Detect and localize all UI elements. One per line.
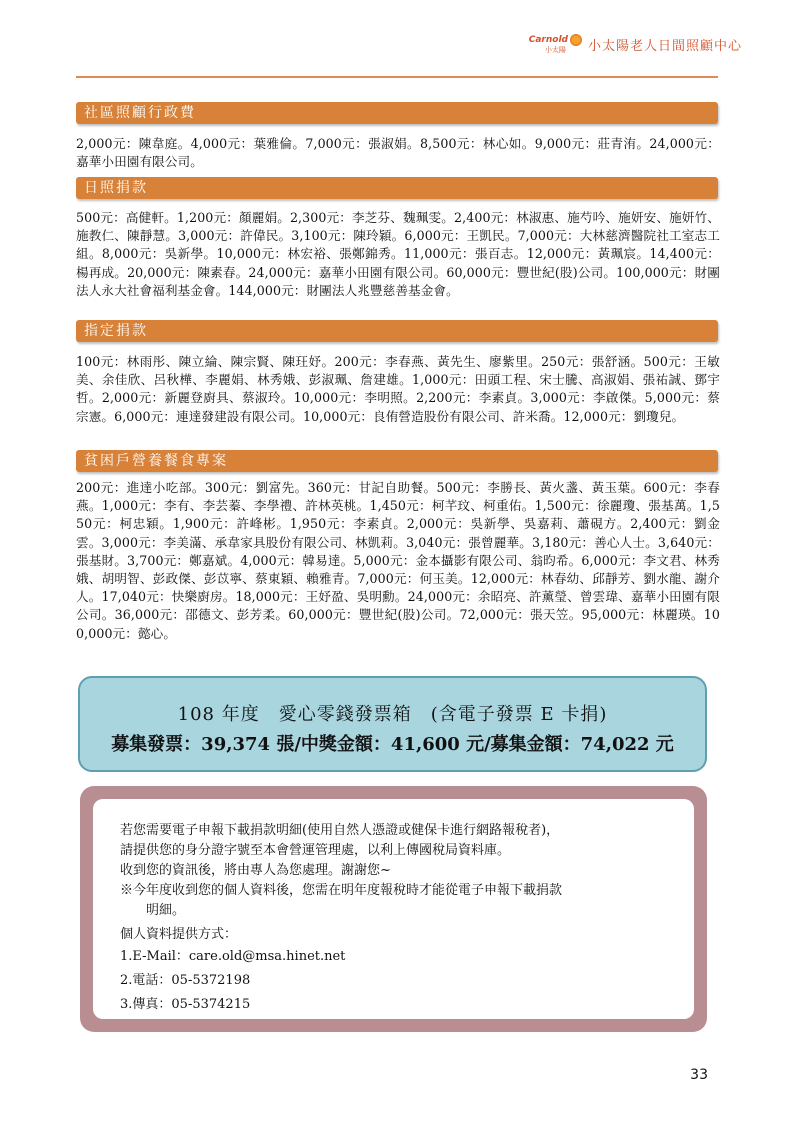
page-number: 33: [690, 1067, 708, 1083]
contact-fax: 3.傳真：05-5374215: [120, 997, 251, 1012]
section-heading-designated-donations: 指定捐款: [76, 320, 718, 342]
contact-methods-label: 個人資料提供方式：: [120, 927, 238, 942]
contact-info-panel: [93, 799, 694, 1019]
invoice-title: 108 年度 愛心零錢發票箱 (含電子發票 E 卡捐): [177, 704, 608, 725]
organization-logo: [529, 34, 582, 54]
contact-intro-line-2: 請提供您的身分證字號至本會營運管理處，以利上傳國稅局資料庫。: [120, 843, 511, 858]
invoice-summary-box: [78, 676, 707, 772]
contact-note-continued: 明細。: [146, 903, 186, 918]
invoice-totals: 募集發票：39,374 張/中獎金額：41,600 元/募集金額：74,022 元: [111, 734, 674, 755]
contact-note: ※今年度收到您的個人資料後，您需在明年度報稅時才能從電子申報下載捐款: [120, 883, 563, 898]
section-heading-meal-project: 貧困戶營養餐食專案: [76, 450, 718, 472]
page-header: [529, 34, 742, 54]
contact-phone: 2.電話：05-5372198: [120, 973, 251, 988]
header-divider: [76, 76, 718, 78]
logo-wordmark: Carnold: [528, 34, 568, 45]
contact-email: 1.E-Mail：care.old@msa.hinet.net: [120, 949, 346, 964]
section-heading-daycare-donations: 日照捐款: [76, 177, 718, 199]
sun-icon: [570, 34, 582, 46]
section-heading-community-care: 社區照顧行政費: [76, 102, 718, 124]
section-body-designated-donations: 100元：林雨彤、陳立綸、陳宗賢、陳玨妤。200元：李春燕、黃先生、廖紫里。250元：張舒涵。500元：王敏美、余佳欣、呂秋樺、李麗娟、林秀娥、彭淑珮、詹建雄。1,000元：田頭工程、宋士騰、高淑娟、張祐誠、鄧宇哲。2,000元：新麗登廚具、蔡淑玲。10,000元：李明照。2,200元：李素貞。3,000元：李啟傑。5,000元：蔡宗憲。6,000元：連達發建設有限公司。10,000元：良侑營造股份有限公司、許米喬。12,000元：劉瓊兒。: [76, 354, 720, 424]
section-body-meal-project: 200元：進達小吃部。300元：劉富先。360元：甘記自助餐。500元：李勝長、黃火盞、黃玉葉。600元：李春燕。1,000元：李有、李芸蓁、李學禮、許林英桃。1,450元：柯芊玟、柯重佑。1,500元：徐麗瓊、張基萬。1,550元：柯忠穎。1,900元：許峰彬。1,950元：李素貞。2,000元：吳新學、吳嘉莉、蕭硯方。2,400元：劉金雲。3,000元：李美滿、承韋家具股份有限公司、林凱莉。3,040元：張曾麗華。3,180元：善心人士。3,640元：張基財。3,700元：鄭嘉斌。4,000元：韓易達。5,000元：金本攝影有限公司、翁昀希。6,000元：李文君、林秀娥、胡明智、彭政傑、彭苡寧、蔡東穎、賴雅青。7,000元：何玉美。12,000元：林春幼、邱靜芳、劉水龍、謝介人。17,040元：快樂廚房。18,000元：王妤盈、吳明勳。24,000元：余昭亮、許薰瑩、曾雲瑋、嘉華小田園有限公司。36,000元：邵德文、彭芳柔。60,000元：豐世紀(股)公司。72,000元：張天笠。95,000元：林麗瑛。100,000元：懿心。: [76, 480, 720, 641]
contact-info-box: [80, 786, 707, 1032]
contact-intro-line-3: 收到您的資訊後，將由專人為您處理。謝謝您~: [120, 863, 391, 878]
section-body-daycare-donations: 500元：高健軒。1,200元：顏麗娟。2,300元：李芝芬、魏珮雯。2,400元：林淑惠、施芍吟、施妍安、施妍竹、施教仁、陳靜慧。3,000元：許偉民。3,100元：陳玲穎。6,000元：王凱民。7,000元：大林慈濟醫院社工室志工組。8,000元：吳新學。10,000元：林宏裕、張鄭錦秀。11,000元：張百志。12,000元：黃珮宸。14,400元：楊再成。20,000元：陳素春。24,000元：嘉華小田園有限公司。60,000元：豐世紀(股)公司。100,000元：財團法人永大社會福利基金會。144,000元：財團法人兆豐慈善基金會。: [76, 210, 720, 298]
organization-name: 小太陽老人日間照顧中心: [587, 38, 742, 54]
contact-intro-line-1: 若您需要電子申報下載捐款明細(使用自然人憑證或健保卡進行網路報稅者)，: [120, 823, 560, 838]
section-body-community-care: 2,000元：陳韋庭。4,000元：葉雅倫。7,000元：張淑娟。8,500元：林心如。9,000元：莊青洧。24,000元：嘉華小田園有限公司。: [76, 136, 720, 170]
logo-subtitle: 小太陽: [544, 46, 566, 54]
